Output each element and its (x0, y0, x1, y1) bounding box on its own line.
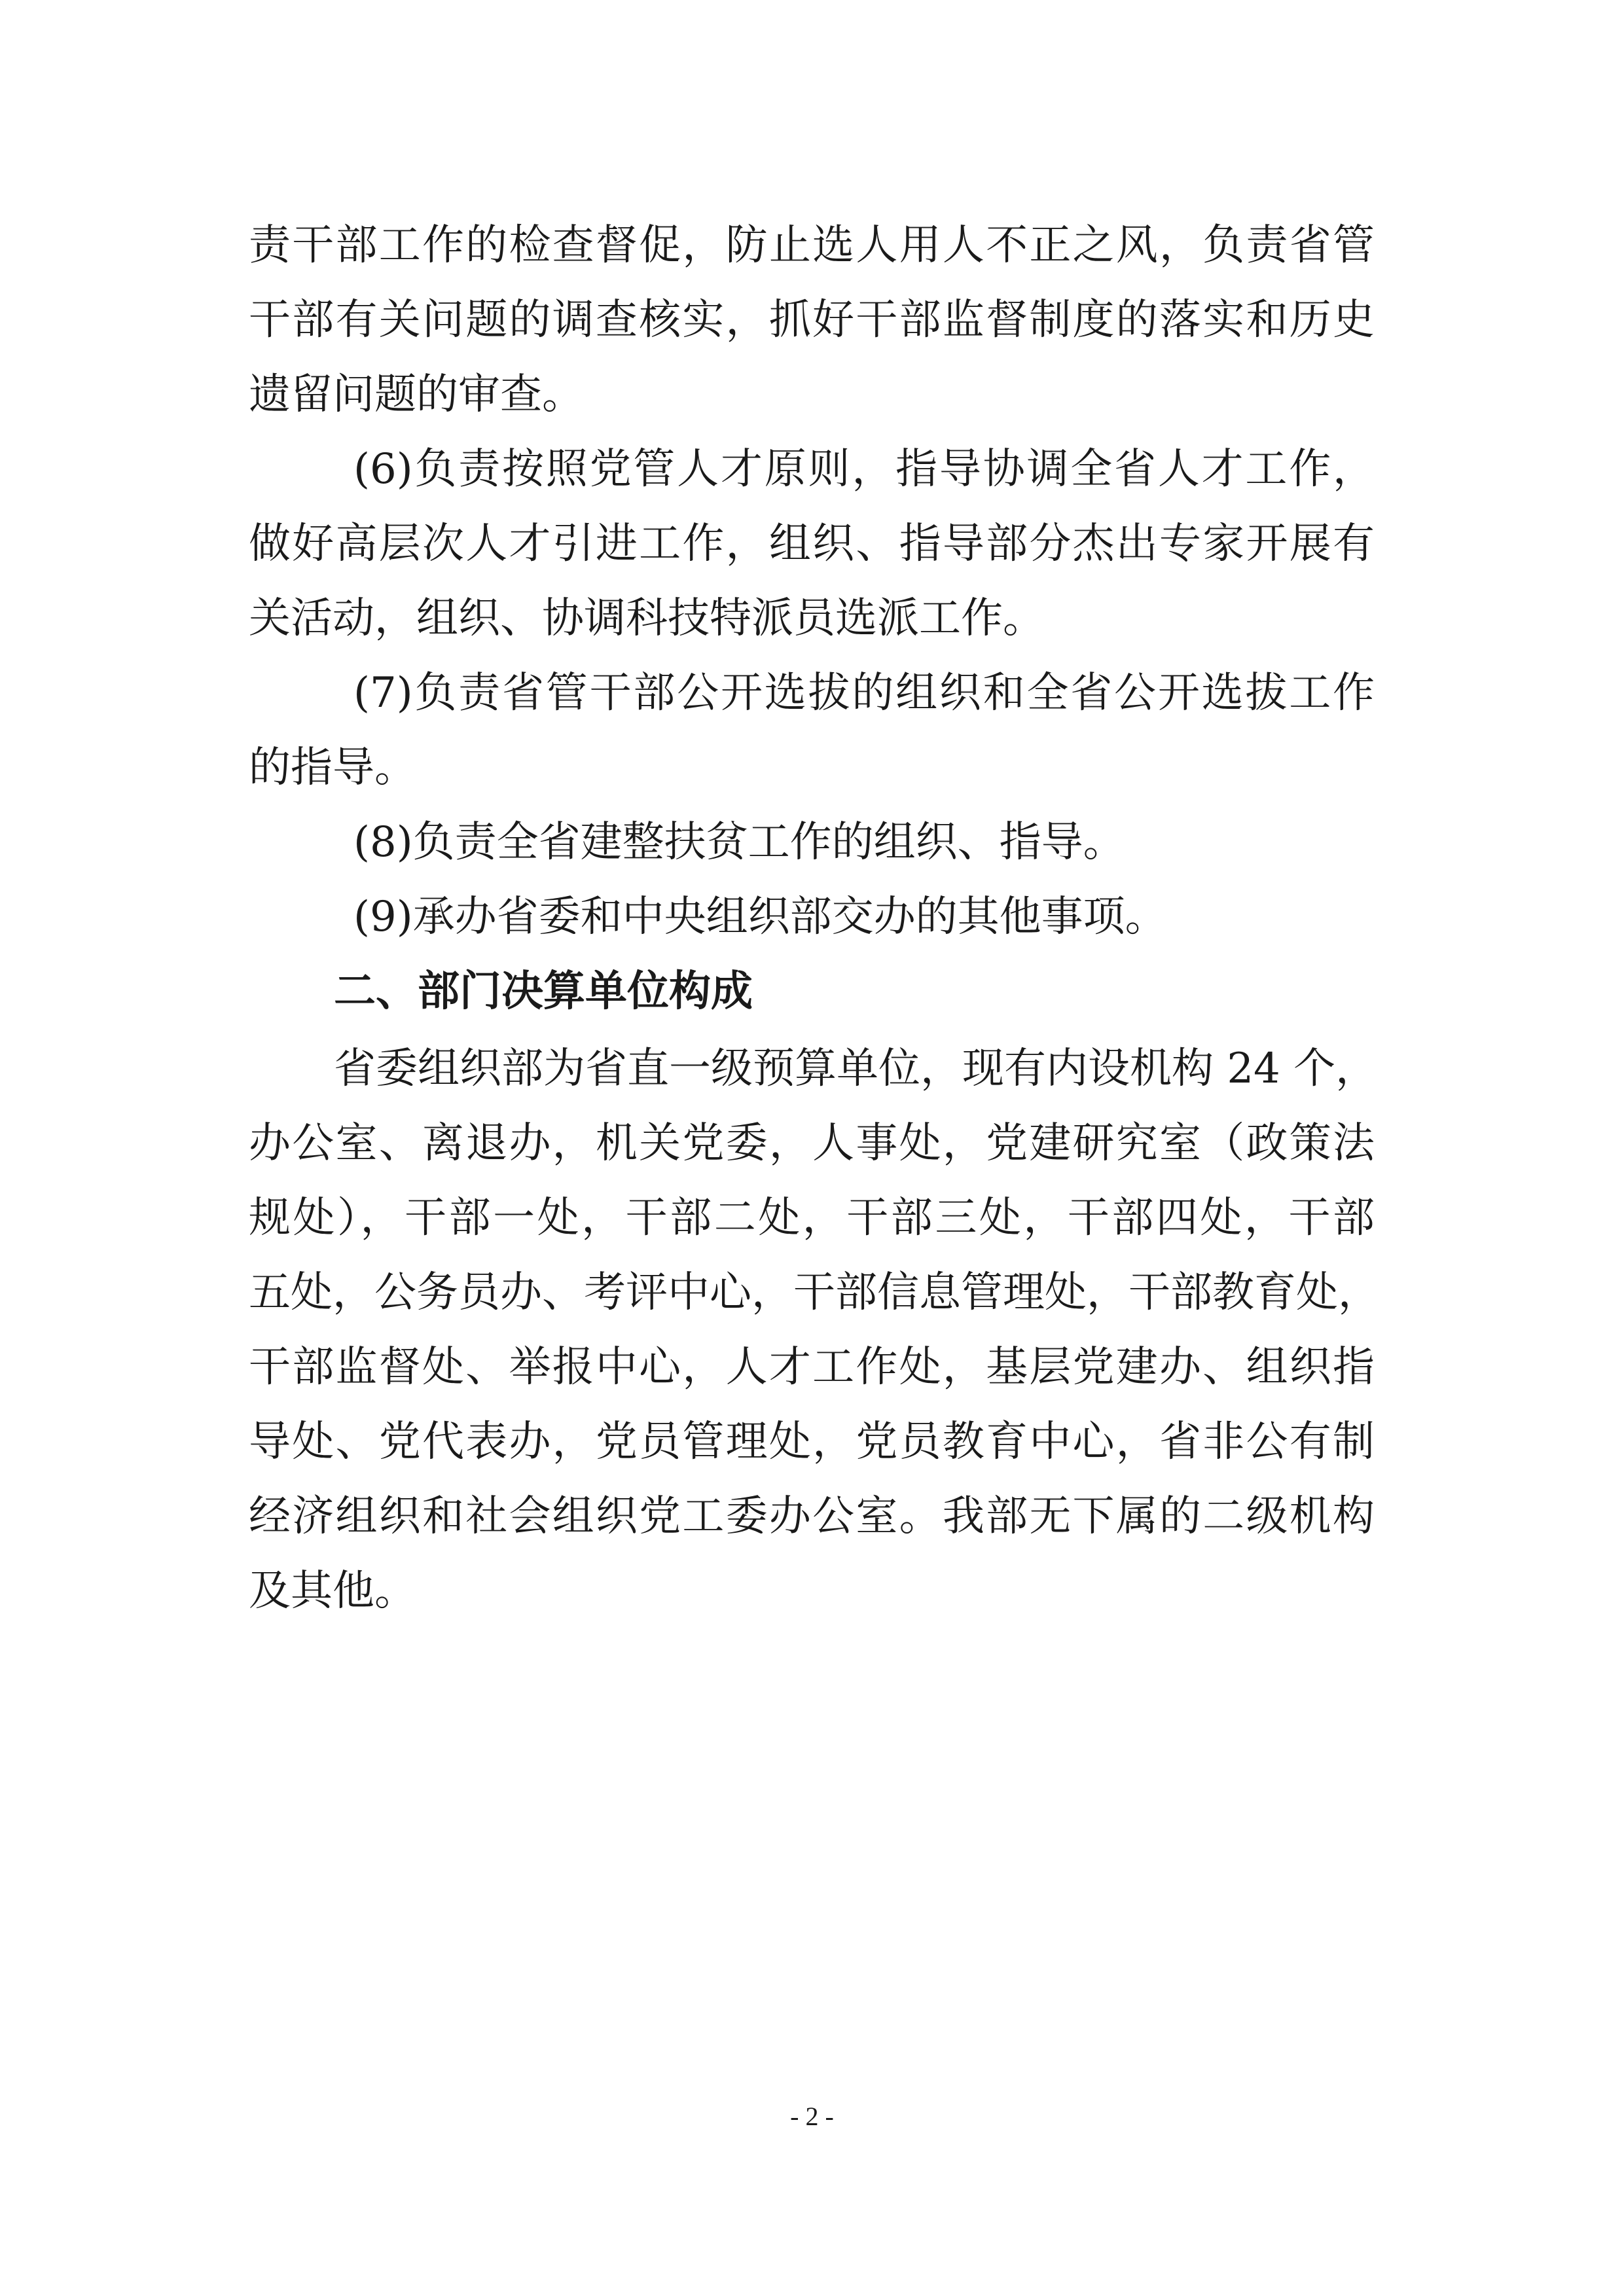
section-body-line: 办公室、离退办，机关党委，人事处，党建研究室（政策法 (249, 1119, 1375, 1168)
section-body-line: 导处、党代表办，党员管理处，党员教育中心，省非公有制 (249, 1418, 1375, 1466)
paragraph-line: 干部有关问题的调查核实，抓好干部监督制度的落实和历史 (249, 296, 1375, 344)
list-item-8-line: (8)负责全省建整扶贫工作的组织、指导。 (353, 818, 1125, 867)
paragraph-line: 遗留问题的审查。 (249, 370, 584, 419)
page-number: - 2 - (790, 2102, 834, 2131)
list-item-7-line: (7)负责省管干部公开选拔的组织和全省公开选拔工作 (353, 669, 1375, 717)
list-item-7-line: 的指导。 (249, 744, 416, 792)
section-body-line: 省委组织部为省直一级预算单位，现有内设机构 24 个， (334, 1045, 1378, 1093)
paragraph-line: 责干部工作的检查督促，防止选人用人不正之风，负责省管 (249, 221, 1375, 270)
list-item-9-line: (9)承办省委和中央组织部交办的其他事项。 (353, 893, 1167, 941)
section-body-line: 干部监督处、举报中心，人才工作处，基层党建办、组织指 (249, 1343, 1375, 1391)
section-body-line: 及其他。 (249, 1567, 416, 1615)
list-item-6-line: 做好高层次人才引进工作，组织、指导部分杰出专家开展有 (249, 520, 1375, 568)
section-body-line: 经济组织和社会组织党工委办公室。我部无下属的二级机构 (249, 1492, 1375, 1541)
section-body-line: 规处），干部一处，干部二处，干部三处，干部四处，干部 (249, 1194, 1375, 1242)
list-item-6-line: (6)负责按照党管人才原则，指导协调全省人才工作， (353, 445, 1375, 493)
section-heading: 二、部门决算单位构成 (334, 967, 753, 1016)
list-item-6-line: 关活动，组织、协调科技特派员选派工作。 (249, 594, 1045, 643)
section-body-line: 五处，公务员办、考评中心，干部信息管理处，干部教育处， (249, 1268, 1380, 1317)
